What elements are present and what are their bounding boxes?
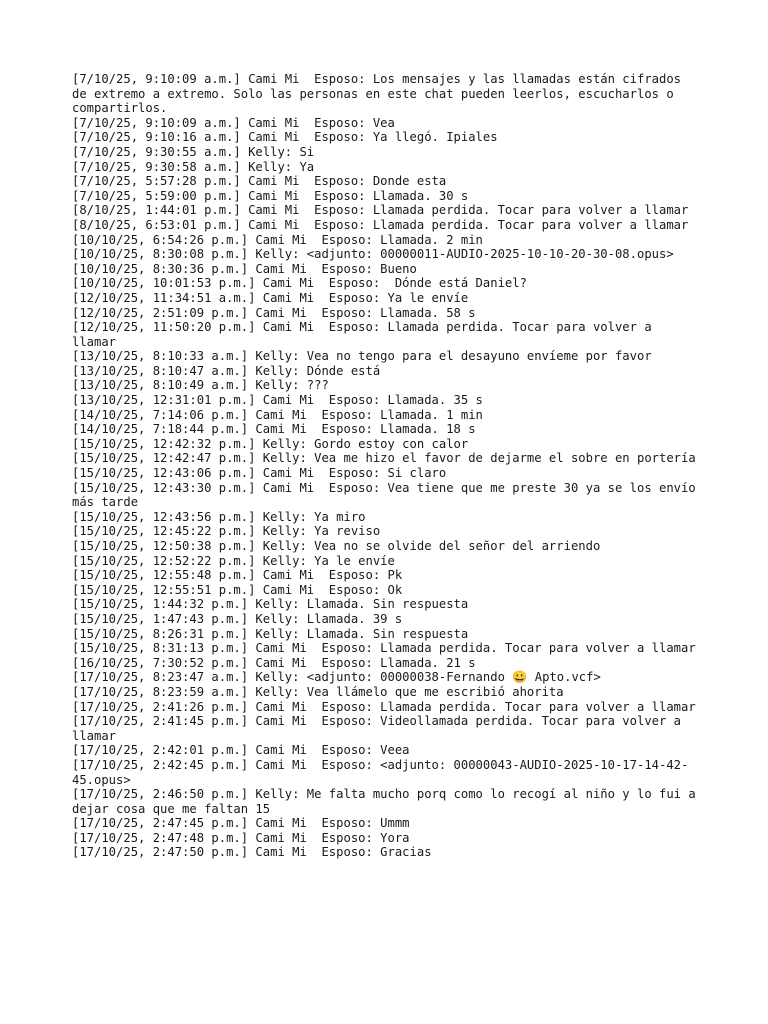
message-line: [17/10/25, 2:47:45 p.m.] Cami Mi Esposo: Ummm xyxy=(72,816,410,831)
message-line: [15/10/25, 8:26:31 p.m.] Kelly: Llamada. Sin respuesta xyxy=(72,626,469,641)
message-line: [10/10/25, 10:01:53 p.m.] Cami Mi Esposo: Dónde está Daniel? xyxy=(72,276,527,291)
message-line: [14/10/25, 7:18:44 p.m.] Cami Mi Esposo: Llamada. 18 s xyxy=(72,422,476,437)
message-line: [17/10/25, 2:42:45 p.m.] Cami Mi Esposo: <adjunto: 00000043-AUDIO-2025-10-17-14-42-45.opus> xyxy=(72,757,689,787)
message-line: [17/10/25, 2:42:01 p.m.] Cami Mi Esposo: Veea xyxy=(72,743,410,758)
message-line: [8/10/25, 6:53:01 p.m.] Cami Mi Esposo: Llamada perdida. Tocar para volver a llamar xyxy=(72,217,689,232)
message-line: [7/10/25, 9:10:16 a.m.] Cami Mi Esposo: Ya llegó. Ipiales xyxy=(72,130,498,145)
message-line: [17/10/25, 2:47:50 p.m.] Cami Mi Esposo: Gracias xyxy=(72,845,432,860)
message-line: [12/10/25, 2:51:09 p.m.] Cami Mi Esposo: Llamada. 58 s xyxy=(72,305,476,320)
message-line: [15/10/25, 1:44:32 p.m.] Kelly: Llamada. Sin respuesta xyxy=(72,597,469,612)
message-line: [13/10/25, 8:10:47 a.m.] Kelly: Dónde está xyxy=(72,363,381,378)
message-line: [16/10/25, 7:30:52 p.m.] Cami Mi Esposo: Llamada. 21 s xyxy=(72,655,476,670)
message-line: [14/10/25, 7:14:06 p.m.] Cami Mi Esposo: Llamada. 1 min xyxy=(72,407,483,422)
message-line: [12/10/25, 11:50:20 p.m.] Cami Mi Esposo: Llamada perdida. Tocar para volver a llamar xyxy=(72,320,660,349)
message-line: [15/10/25, 12:42:32 p.m.] Kelly: Gordo estoy con calor xyxy=(72,436,469,451)
message-line: [15/10/25, 12:43:56 p.m.] Kelly: Ya miro xyxy=(72,509,366,524)
message-line: [12/10/25, 11:34:51 a.m.] Cami Mi Esposo: Ya le envíe xyxy=(72,290,469,305)
message-line: [15/10/25, 12:50:38 p.m.] Kelly: Vea no se olvide del señor del arriendo xyxy=(72,539,601,553)
message-line: [7/10/25, 9:10:09 a.m.] Cami Mi Esposo: Los mensajes y las llamadas están cifrados de extremo a extremo. Solo las personas en este chat pueden leerlos, escucharlos o compartirlos. xyxy=(72,72,689,116)
message-line: [7/10/25, 9:30:58 a.m.] Kelly: Ya xyxy=(72,159,315,174)
message-line: [8/10/25, 1:44:01 p.m.] Cami Mi Esposo: Llamada perdida. Tocar para volver a llamar xyxy=(72,203,689,218)
message-line: [7/10/25, 5:59:00 p.m.] Cami Mi Esposo: Llamada. 30 s xyxy=(72,188,469,203)
message-line: [17/10/25, 2:41:45 p.m.] Cami Mi Esposo: Videollamada perdida. Tocar para volver a llamar xyxy=(72,714,689,743)
message-line: [13/10/25, 8:10:33 a.m.] Kelly: Vea no tengo para el desayuno envíeme por favor xyxy=(72,349,652,364)
message-line: [15/10/25, 12:52:22 p.m.] Kelly: Ya le envíe xyxy=(72,553,395,568)
message-line: [17/10/25, 2:47:48 p.m.] Cami Mi Esposo: Yora xyxy=(72,830,410,845)
message-line: [13/10/25, 12:31:01 p.m.] Cami Mi Esposo: Llamada. 35 s xyxy=(72,393,483,408)
message-line: [15/10/25, 8:31:13 p.m.] Cami Mi Esposo: Llamada perdida. Tocar para volver a llamar xyxy=(72,641,696,656)
message-line: [15/10/25, 1:47:43 p.m.] Kelly: Llamada. 39 s xyxy=(72,611,403,626)
message-line: [7/10/25, 9:10:09 a.m.] Cami Mi Esposo: Vea xyxy=(72,115,395,130)
message-line: [15/10/25, 12:43:30 p.m.] Cami Mi Esposo: Vea tiene que me preste 30 ya se los envío más tarde xyxy=(72,480,704,510)
message-line: [7/10/25, 9:30:55 a.m.] Kelly: Si xyxy=(72,144,315,159)
message-line: [15/10/25, 12:42:47 p.m.] Kelly: Vea me hizo el favor de dejarme el sobre en portería xyxy=(72,451,696,466)
message-line: [15/10/25, 12:55:51 p.m.] Cami Mi Esposo: Ok xyxy=(72,582,403,597)
message-line: [10/10/25, 6:54:26 p.m.] Cami Mi Esposo: Llamada. 2 min xyxy=(72,232,483,247)
message-line: [10/10/25, 8:30:36 p.m.] Cami Mi Esposo: Bueno xyxy=(72,261,417,276)
message-line: [15/10/25, 12:55:48 p.m.] Cami Mi Esposo: Pk xyxy=(72,568,403,583)
message-line: [15/10/25, 12:43:06 p.m.] Cami Mi Esposo: Si claro xyxy=(72,466,447,481)
message-line: [13/10/25, 8:10:49 a.m.] Kelly: ??? xyxy=(72,378,329,393)
chat-transcript xyxy=(72,72,704,860)
message-line: [10/10/25, 8:30:08 p.m.] Kelly: <adjunto: 00000011-AUDIO-2025-10-10-20-30-08.opus> xyxy=(72,247,674,262)
message-line: [17/10/25, 8:23:47 a.m.] Kelly: <adjunto: 00000038-Fernando 😀 Apto.vcf> xyxy=(72,670,601,685)
message-line: [17/10/25, 8:23:59 a.m.] Kelly: Vea llámelo que me escribió ahorita xyxy=(72,684,564,699)
message-line: [7/10/25, 5:57:28 p.m.] Cami Mi Esposo: Donde esta xyxy=(72,174,447,189)
message-line: [15/10/25, 12:45:22 p.m.] Kelly: Ya reviso xyxy=(72,524,381,539)
message-line: [17/10/25, 2:46:50 p.m.] Kelly: Me falta mucho porq como lo recogí al niño y lo fui a dejar cosa que me faltan 15 xyxy=(72,787,704,816)
message-line: [17/10/25, 2:41:26 p.m.] Cami Mi Esposo: Llamada perdida. Tocar para volver a llamar xyxy=(72,699,696,714)
